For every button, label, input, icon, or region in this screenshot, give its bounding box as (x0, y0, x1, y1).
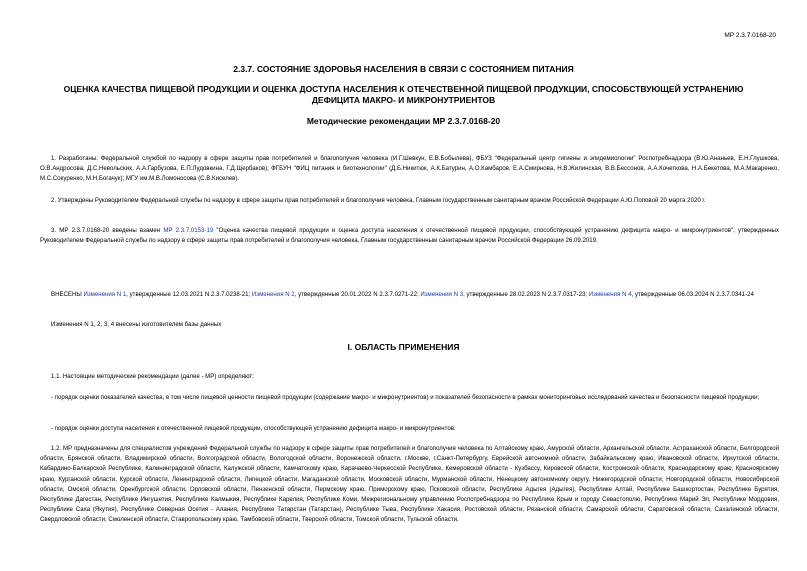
paragraph-1-1-item-1: - порядок оценки показателей качества, в том числе пищевой ценности пищевой продукции (содержание макро- и микронутриентов) и показателей безопасности в рамках мониторинговых исследований качества и безопасности пищевой продукции; (51, 394, 760, 401)
paragraph-1-1: 1.1. Настоящие методические рекомендации (далее - МР) определяют: (51, 373, 254, 380)
replaces-text-after: "Оценка качества пищевой продукции и оценка доступа населения к отечественной пищевой продукции, способствующей устранению дефицита макро- и микронутриентов", утвержденных Руководителем Федеральной службы по надзору в сфере защиты прав потребителей и благополучия человека, Главным государственным санитарным врачом Российской Федерации 26.09.2019. (40, 227, 779, 245)
amendment-4-text: , утвержденные 06.03.2024 N 2.3.7.0341-24 (631, 291, 754, 298)
document-subtitle: Методические рекомендации МР 2.3.7.0168-20 (306, 116, 501, 126)
section-heading: 2.3.7. СОСТОЯНИЕ ЗДОРОВЬЯ НАСЕЛЕНИЯ В СВЯЗИ С СОСТОЯНИЕМ ПИТАНИЯ (233, 64, 574, 74)
amendment-1-link[interactable]: Изменения N 1 (83, 291, 127, 298)
document-code: МР 2.3.7.0168-20 (724, 32, 776, 39)
paragraph-1-2: 1.2. МР предназначены для специалистов учреждений Федеральной службы по надзору в сфере защиты прав потребителей и благополучия человека по Алтайскому краю, Амурской области, Архангельской области, Астраханской области, Белгородской области, Брянской области, Владимирской области, Волгоградской области, Вологодской области, Воронежской области, г.Москве, г.Санкт-Петербургу, Еврейской автономной области, Забайкальскому краю, Ивановской области, Иркутской области, Кабардино-Балкарской Республике, Калининградской области, Калужской области, Камчатскому краю, Карачаево-Черкесской Республике, Кемеровской области - Кузбассу, Кировской области, Костромской области, Краснодарскому краю, Красноярскому краю, Курганской области, Курской области, Ленинградской области, Липецкой области, Магаданской области, Московской области, Мурманской области, Ненецкому автономному округу, Нижегородской области, Новгородской области, Новосибирской области, Омской области, Оренбургской области, Орловской области, Пензенской области, Пермскому краю, Приморскому краю, Псковской области, Республике Адыгея (Адыгея), Республике Алтай, Республике Башкортостан, Республике Бурятия, Республике Дагестан, Республике Ингушетия, Республике Калмыкия, Республике Карелия, Республике Коми, Межрегиональному управлению Роспотребнадзора по Республике Крым и городу Севастополю, Республике Марий Эл, Республике Мордовия, Республике Саха (Якутия), Республике Северная Осетия - Алания, Республике Татарстан (Татарстан), Республике Тыва, Республике Хакасия, Ростовской области, Рязанской области, Самарской области, Саратовской области, Сахалинской области, Свердловской области, Смоленской области, Ставропольскому краю, Тамбовской области, Тверской области, Томской области, Тульской области, (40, 445, 779, 524)
amendments-label: ВНЕСЕНЫ (51, 291, 84, 298)
paragraph-approved: 2. Утверждены Руководителем Федеральной службы по надзору в сфере защиты прав потребителей и благополучия человека, Главным государственным санитарным врачом Российской Федерации А.Ю.Поповой 20 марта 2020 г. (51, 197, 706, 204)
paragraph-amendments (40, 290, 779, 300)
paragraph-developers: 1. Разработаны: Федеральной службой по надзору в сфере защиты прав потребителей и благополучия человека (И.Г.Шевкун, Е.В.Бобылева), ФБУЗ "Федеральный центр гигиены и эпидемиологии" Роспотребнадзора (В.Ю.Ананьев, Е.Н.Глушкова, О.В.Андросова, Д.С.Невольских, А.А.Гарбузова, Е.П.Лудовкина, Г.Д.Щербаков); ФГБУН "ФИЦ питания и биотехнологии" (Д.Б.Никитюк, А.К.Батурин, А.О.Камбаров, Е.А.Смирнова, Н.В.Жилинская, В.В.Бессонов, А.А.Кочеткова, Н.А.Бекетова, М.А.Макаренко, М.С.Сокуренко, М.Н.Богачук); МГУ им.М.В.Ломоносова (С.В.Киселев). (40, 155, 779, 183)
paragraph-1-1-item-2: - порядок оценки доступа населения к отечественной пищевой продукции, способствующей устранению дефицита макро- и микронутриентов. (51, 425, 456, 432)
amendment-3-text: , утвержденные 28.02.2023 N 2.3.7.0317-23; (463, 291, 589, 298)
section-1-heading: I. ОБЛАСТЬ ПРИМЕНЕНИЯ (347, 342, 460, 352)
amendment-4-link[interactable]: Изменения N 4 (588, 291, 632, 298)
amendment-2-link[interactable]: Изменения N 2 (251, 291, 295, 298)
replaces-text-before: 3. МР 2.3.7.0168-20 введены взамен (51, 227, 164, 234)
amendment-3-link[interactable]: Изменения N 3 (420, 291, 464, 298)
paragraph-replaces (40, 226, 779, 246)
paragraph-amendments-note: Изменения N 1, 2, 3, 4 внесены изготовителем базы данных (51, 321, 222, 328)
document-title: ОЦЕНКА КАЧЕСТВА ПИЩЕВОЙ ПРОДУКЦИИ И ОЦЕНКА ДОСТУПА НАСЕЛЕНИЯ К ОТЕЧЕСТВЕННОЙ ПИЩЕВОЙ ПРОДУКЦИИ, СПОСОБСТВУЮЩЕЙ УСТРАНЕНИЮ ДЕФИЦИТА МАКРО- И МИКРОНУТРИЕНТОВ (63, 84, 744, 105)
amendment-2-text: , утвержденные 20.01.2022 N 2.3.7.0271-22; (294, 291, 421, 298)
amendment-1-text: , утвержденные 12.03.2021 N 2.3.7.0238-21; (126, 291, 252, 298)
replaced-document-link[interactable]: МР 2.3.7.0153-19 (163, 227, 214, 234)
